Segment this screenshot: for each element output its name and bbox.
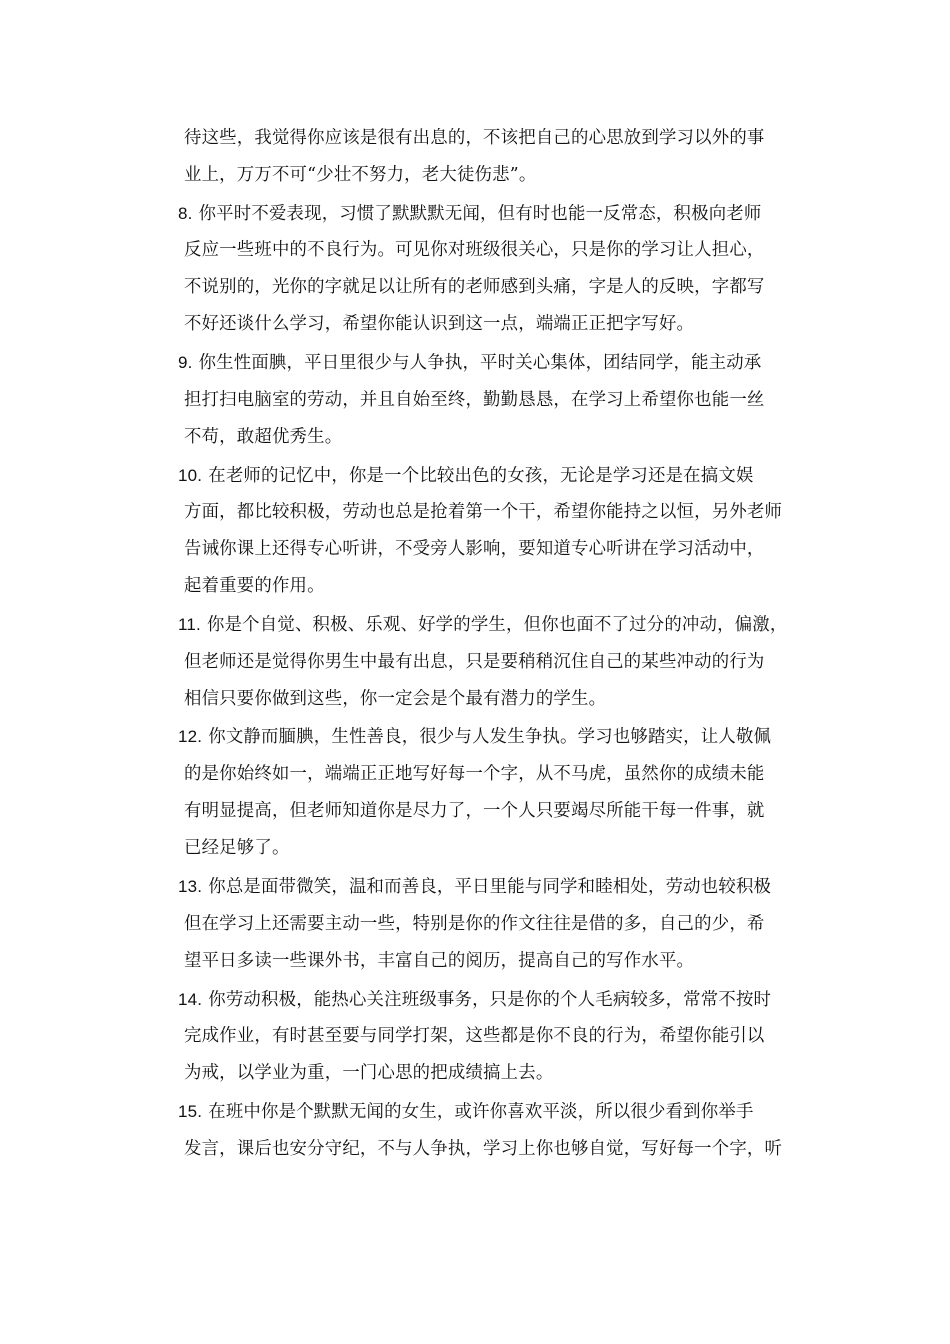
line-text: 在老师的记忆中，你是一个比较出色的女孩，无论是学习还是在搞文娱 — [208, 466, 754, 486]
line-text: 已经足够了。 — [184, 838, 290, 858]
text-line — [178, 608, 808, 642]
text-line — [178, 459, 808, 493]
text-line — [178, 1132, 808, 1166]
line-text: 在班中你是个默默无闻的女生，或许你喜欢平淡，所以很少看到你举手 — [208, 1102, 754, 1122]
line-text: 起着重要的作用。 — [184, 576, 325, 596]
line-text: 但在学习上还需要主动一些，特别是你的作文往往是借的多，自己的少，希 — [184, 914, 765, 934]
text-line — [178, 346, 808, 380]
text-line — [178, 383, 808, 417]
item-number: 13. — [178, 877, 203, 896]
text-line — [178, 495, 808, 529]
text-line — [178, 720, 808, 754]
text-line — [178, 307, 808, 341]
line-text: 方面，都比较积极，劳动也总是抢着第一个干，希望你能持之以恒，另外老师 — [184, 502, 783, 522]
text-line — [178, 197, 808, 231]
item-number: 8. — [178, 204, 193, 223]
item-number: 10. — [178, 466, 203, 485]
text-line — [178, 569, 808, 603]
text-line — [178, 532, 808, 566]
line-text: 待这些，我觉得你应该是很有出息的，不该把自己的心思放到学习以外的事 — [184, 128, 765, 148]
text-line — [178, 870, 808, 904]
text-line — [178, 682, 808, 716]
line-text: 你是个自觉、积极、乐观、好学的学生，但你也面不了过分的冲动，偏激， — [206, 615, 788, 635]
text-line — [178, 158, 808, 192]
line-text: 完成作业，有时甚至要与同学打架，这些都是你不良的行为，希望你能引以 — [184, 1026, 765, 1046]
line-text: 业上，万万不可“少壮不努力，老大徒伤悲”。 — [184, 165, 537, 185]
text-line — [178, 645, 808, 679]
text-line — [178, 794, 808, 828]
text-line — [178, 1056, 808, 1090]
text-line — [178, 831, 808, 865]
text-line — [178, 121, 808, 155]
line-text: 不苟，敢超优秀生。 — [184, 427, 343, 447]
line-text: 担打扫电脑室的劳动，并且自始至终，勤勤恳恳，在学习上希望你也能一丝 — [184, 390, 765, 410]
item-number: 14. — [178, 990, 203, 1009]
line-text: 有明显提高，但老师知道你是尽力了，一个人只要竭尽所能干每一件事，就 — [184, 801, 765, 821]
line-text: 你劳动积极，能热心关注班级事务，只是你的个人毛病较多，常常不按时 — [208, 990, 772, 1010]
text-line — [178, 757, 808, 791]
text-line — [178, 270, 808, 304]
line-text: 不好还谈什么学习，希望你能认识到这一点，端端正正把字写好。 — [184, 314, 695, 334]
line-text: 你生性面腆，平日里很少与人争执，平时关心集体，团结同学，能主动承 — [198, 353, 762, 373]
line-text: 的是你始终如一，端端正正地写好每一个字，从不马虎，虽然你的成绩未能 — [184, 764, 765, 784]
line-text: 你文静而腼腆，生性善良，很少与人发生争执。学习也够踏实，让人敬佩 — [208, 727, 772, 747]
text-line — [178, 944, 808, 978]
text-line — [178, 907, 808, 941]
item-number: 9. — [178, 353, 193, 372]
item-number: 12. — [178, 727, 203, 746]
line-text: 为戒，以学业为重，一门心思的把成绩搞上去。 — [184, 1063, 554, 1083]
line-text: 望平日多读一些课外书，丰富自己的阅历，提高自己的写作水平。 — [184, 951, 695, 971]
text-line — [178, 983, 808, 1017]
line-text: 不说别的，光你的字就足以让所有的老师感到头痛，字是人的反映，字都写 — [184, 277, 765, 297]
item-number: 11. — [178, 615, 201, 634]
line-text: 但老师还是觉得你男生中最有出息，只是要稍稍沉住自己的某些冲动的行为 — [184, 652, 765, 672]
line-text: 告诫你课上还得专心听讲，不受旁人影响，要知道专心听讲在学习活动中， — [184, 539, 765, 559]
text-line — [178, 1019, 808, 1053]
item-number: 15. — [178, 1102, 203, 1121]
line-text: 相信只要你做到这些，你一定会是个最有潜力的学生。 — [184, 689, 607, 709]
text-line — [178, 420, 808, 454]
text-line — [178, 233, 808, 267]
line-text: 发言，课后也安分守纪，不与人争执，学习上你也够自觉，写好每一个字，听 — [184, 1139, 783, 1159]
line-text: 你平时不爱表现，习惯了默默默无闻，但有时也能一反常态，积极向老师 — [198, 204, 762, 224]
line-text: 反应一些班中的不良行为。可见你对班级很关心，只是你的学习让人担心， — [184, 240, 765, 260]
line-text: 你总是面带微笑，温和而善良，平日里能与同学和睦相处，劳动也较积极 — [208, 877, 772, 897]
text-line — [178, 1095, 808, 1129]
